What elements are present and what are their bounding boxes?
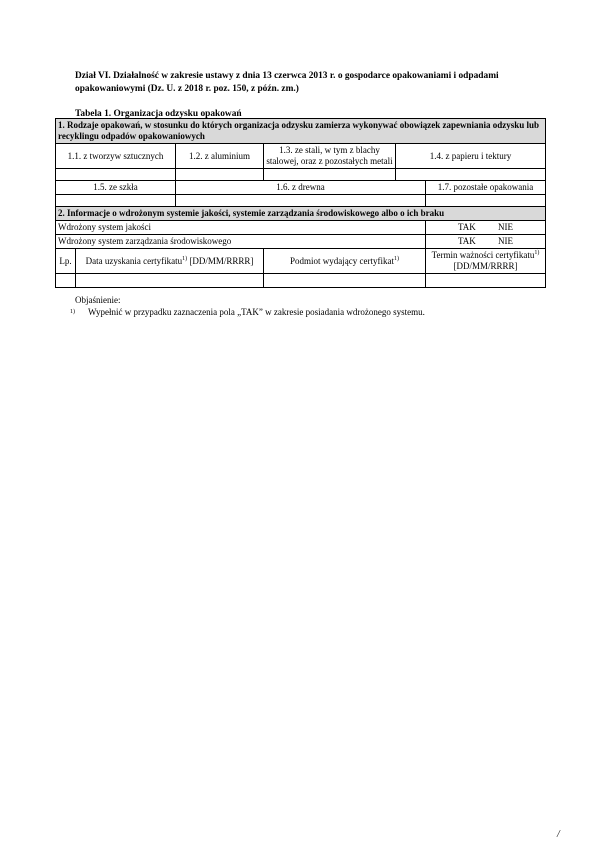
- packaging-table: [55, 118, 546, 288]
- explanation-footnote-mark: 1): [70, 309, 75, 315]
- env-tak-option[interactable]: TAK: [458, 236, 476, 246]
- quality-nie-option[interactable]: NIE: [498, 222, 514, 232]
- packaging-steel-label: 1.3. ze stali, w tym z blachy stalowej, oraz z pozostałych metali: [264, 144, 396, 169]
- cert-date-format: [DD/MM/RRRR]: [189, 255, 254, 266]
- cert-issuer-header: [264, 249, 426, 274]
- cert-term-header-text: Termin ważności certyfikatu: [431, 250, 535, 260]
- cert-term-header: [426, 249, 546, 274]
- packaging-wood-value[interactable]: [176, 195, 426, 207]
- table-title: Tabela 1. Organizacja odzysku opakowań: [75, 109, 242, 119]
- packaging-other-label: 1.7. pozostałe opakowania: [426, 181, 546, 195]
- packaging-wood-label: 1.6. z drewna: [176, 181, 426, 195]
- quality-system-choice[interactable]: [426, 221, 546, 235]
- page-number: /: [557, 829, 560, 840]
- packaging-steel-value[interactable]: [264, 169, 396, 181]
- cert-issuer-value[interactable]: [264, 274, 426, 288]
- lp-header: Lp.: [56, 249, 76, 274]
- quality-tak-option[interactable]: TAK: [458, 222, 476, 232]
- cert-date-footnote-mark: 1): [182, 255, 188, 262]
- section1-title: 1. Rodzaje opakowań, w stosunku do których organizacja odzysku zamierza wykonywać obowiązek zapewniania odzysku lub recyklingu odpadów opakowaniowych: [56, 119, 546, 144]
- packaging-glass-label: 1.5. ze szkła: [56, 181, 176, 195]
- env-system-label: Wdrożony system zarządzania środowiskowego: [56, 235, 426, 249]
- packaging-paper-value[interactable]: [396, 169, 546, 181]
- explanation-title: Objaśnienie:: [75, 295, 121, 305]
- packaging-plastic-value[interactable]: [56, 169, 176, 181]
- quality-system-label: Wdrożony system jakości: [56, 221, 426, 235]
- cert-date-value[interactable]: [76, 274, 264, 288]
- packaging-aluminium-value[interactable]: [176, 169, 264, 181]
- packaging-glass-value[interactable]: [56, 195, 176, 207]
- cert-date-header-text: Data uzyskania certyfikatu: [85, 255, 183, 266]
- cert-issuer-footnote-mark: 1): [393, 255, 399, 262]
- packaging-paper-label: 1.4. z papieru i tektury: [396, 144, 546, 169]
- packaging-aluminium-label: 1.2. z aluminium: [176, 144, 264, 169]
- env-nie-option[interactable]: NIE: [498, 236, 514, 246]
- packaging-plastic-label: 1.1. z tworzyw sztucznych: [56, 144, 176, 169]
- section2-title: 2. Informacje o wdrożonym systemie jakości, systemie zarządzania środowiskowego albo o ich braku: [56, 207, 546, 221]
- lp-value[interactable]: [56, 274, 76, 288]
- section-heading: Dział VI. Działalność w zakresie ustawy z dnia 13 czerwca 2013 r. o gospodarce opakowaniami i odpadami opakowaniowymi (Dz. U. z 2018 r. poz. 150, z późn. zm.): [75, 71, 499, 94]
- cert-date-header: [76, 249, 264, 274]
- cert-term-value[interactable]: [426, 274, 546, 288]
- explanation-text: Wypełnić w przypadku zaznaczenia pola „TAK” w zakresie posiadania wdrożonego systemu.: [88, 307, 425, 317]
- cert-term-format: [DD/MM/RRRR]: [453, 261, 518, 271]
- cert-term-footnote-mark: 1): [534, 250, 540, 256]
- env-system-choice[interactable]: [426, 235, 546, 249]
- explanation-note: [70, 307, 550, 318]
- cert-issuer-header-text: Podmiot wydający certyfikat: [290, 255, 394, 266]
- packaging-other-value[interactable]: [426, 195, 546, 207]
